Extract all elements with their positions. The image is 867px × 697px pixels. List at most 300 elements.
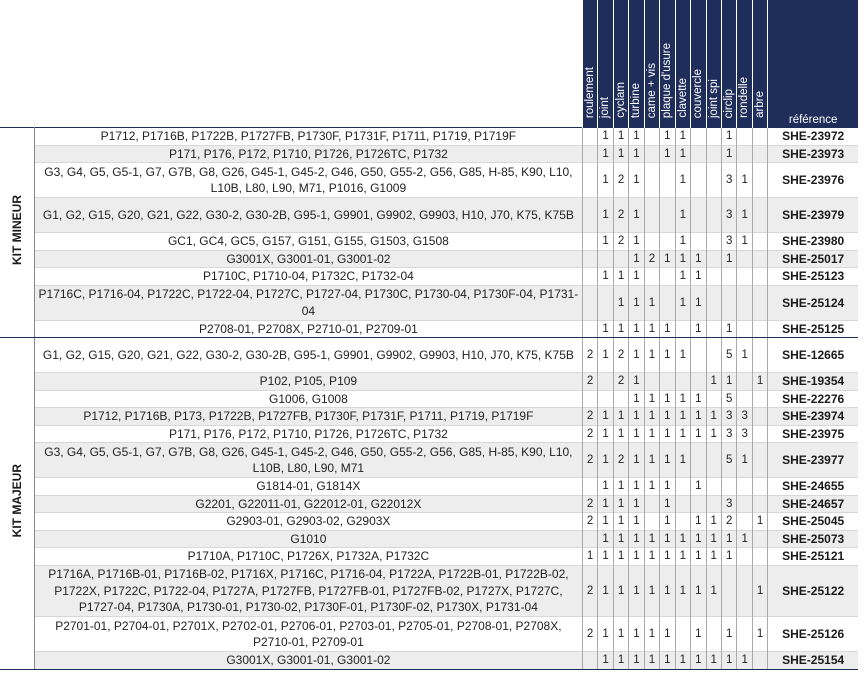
quantity-cell xyxy=(691,233,706,251)
column-header xyxy=(613,0,628,128)
quantity-cell xyxy=(582,268,597,286)
quantity-cell: 1 xyxy=(675,128,690,146)
quantity-cell: 1 xyxy=(598,198,613,233)
quantity-cell: 1 xyxy=(691,268,706,286)
quantity-cell: 1 xyxy=(737,530,752,548)
quantity-cell: 1 xyxy=(721,145,736,163)
quantity-cell xyxy=(752,320,767,338)
quantity-cell: 1 xyxy=(675,338,690,373)
quantity-cell xyxy=(660,198,675,233)
quantity-cell: 1 xyxy=(629,338,644,373)
quantity-cell xyxy=(706,617,721,652)
quantity-cell: 1 xyxy=(660,565,675,617)
quantity-cell: 1 xyxy=(675,198,690,233)
quantity-cell xyxy=(737,478,752,496)
column-header-label: clavette xyxy=(676,78,689,118)
reference-code: SHE-23977 xyxy=(768,443,858,478)
quantity-cell: 1 xyxy=(737,338,752,373)
quantity-cell: 1 xyxy=(629,443,644,478)
quantity-cell: 1 xyxy=(706,548,721,566)
quantity-cell xyxy=(752,285,767,320)
quantity-cell: 1 xyxy=(752,373,767,391)
quantity-cell xyxy=(598,390,613,408)
reference-code: SHE-23975 xyxy=(768,425,858,443)
table-row xyxy=(0,233,858,251)
compatible-models: G3001X, G3001-01, G3001-02 xyxy=(226,251,391,266)
quantity-cell: 1 xyxy=(691,250,706,268)
quantity-cell: 1 xyxy=(706,373,721,391)
table-row xyxy=(0,652,858,670)
quantity-cell xyxy=(737,548,752,566)
quantity-cell: 2 xyxy=(582,338,597,373)
quantity-cell xyxy=(737,617,752,652)
quantity-cell xyxy=(721,565,736,617)
quantity-cell: 1 xyxy=(660,338,675,373)
quantity-cell xyxy=(752,408,767,426)
table-row xyxy=(0,548,858,566)
quantity-cell xyxy=(691,338,706,373)
quantity-cell xyxy=(706,390,721,408)
reference-code: SHE-25122 xyxy=(768,565,858,617)
column-header-label: plaque d'usure xyxy=(661,42,674,118)
quantity-cell: 1 xyxy=(613,495,628,513)
quantity-cell: 1 xyxy=(706,513,721,531)
quantity-cell: 3 xyxy=(721,408,736,426)
quantity-cell: 1 xyxy=(644,617,659,652)
quantity-cell xyxy=(706,443,721,478)
quantity-cell: 1 xyxy=(629,198,644,233)
kit-group-label-text: KIT MAJEUR xyxy=(9,464,24,538)
quantity-cell xyxy=(691,443,706,478)
quantity-cell: 2 xyxy=(721,513,736,531)
reference-code: SHE-25154 xyxy=(768,652,858,670)
quantity-cell: 1 xyxy=(660,652,675,670)
compatible-models: G2903-01, G2903-02, G2903X xyxy=(226,514,391,528)
quantity-cell: 1 xyxy=(675,233,690,251)
compatible-models: P102, P105, P109 xyxy=(259,374,358,388)
quantity-cell: 1 xyxy=(691,548,706,566)
quantity-cell xyxy=(691,198,706,233)
quantity-cell: 1 xyxy=(706,652,721,670)
quantity-cell: 1 xyxy=(644,408,659,426)
quantity-cell: 1 xyxy=(706,530,721,548)
column-header xyxy=(644,0,659,128)
reference-code: SHE-24655 xyxy=(768,478,858,496)
quantity-cell: 1 xyxy=(629,548,644,566)
quantity-cell: 2 xyxy=(613,233,628,251)
reference-code: SHE-19354 xyxy=(768,373,858,391)
column-header-label: cyclam xyxy=(614,82,627,118)
quantity-cell: 1 xyxy=(598,163,613,198)
quantity-cell: 1 xyxy=(644,425,659,443)
quantity-cell: 1 xyxy=(598,548,613,566)
quantity-cell: 1 xyxy=(629,478,644,496)
quantity-cell xyxy=(691,163,706,198)
quantity-cell xyxy=(582,652,597,670)
table-row xyxy=(0,250,858,268)
quantity-cell: 1 xyxy=(675,548,690,566)
reference-code: SHE-25124 xyxy=(768,285,858,320)
quantity-cell: 1 xyxy=(675,565,690,617)
quantity-cell: 1 xyxy=(644,478,659,496)
quantity-cell: 1 xyxy=(629,250,644,268)
reference-code: SHE-23980 xyxy=(768,233,858,251)
quantity-cell: 1 xyxy=(629,408,644,426)
table-row xyxy=(0,495,858,513)
quantity-cell: 1 xyxy=(660,250,675,268)
quantity-cell xyxy=(752,198,767,233)
table-row xyxy=(0,425,858,443)
table-row xyxy=(0,163,858,198)
quantity-cell: 1 xyxy=(660,145,675,163)
quantity-cell xyxy=(582,320,597,338)
quantity-cell: 5 xyxy=(721,390,736,408)
compatible-models: G3, G4, G5, G5-1, G7, G7B, G8, G26, G45-1, G45-2, G46, G50, G55-2, G56, G85, H-85, K90, L10, L10B, L80, L90, M71, P1016, G1009 xyxy=(44,164,573,195)
column-header xyxy=(706,0,721,128)
quantity-cell: 1 xyxy=(613,513,628,531)
quantity-cell xyxy=(752,495,767,513)
quantity-cell: 3 xyxy=(737,408,752,426)
quantity-cell xyxy=(721,285,736,320)
table-row xyxy=(0,443,858,478)
table-row xyxy=(0,128,858,146)
column-header-label: rondelle xyxy=(738,77,751,118)
reference-code: SHE-23973 xyxy=(768,145,858,163)
quantity-cell: 1 xyxy=(598,513,613,531)
quantity-cell: 1 xyxy=(629,652,644,670)
reference-code: SHE-25123 xyxy=(768,268,858,286)
compatible-models: P1716C, P1716-04, P1722C, P1722-04, P1727C, P1727-04, P1730C, P1730-04, P1730F-04, P1731-04 xyxy=(38,287,579,318)
quantity-cell: 1 xyxy=(629,373,644,391)
quantity-cell xyxy=(706,338,721,373)
reference-code: SHE-23972 xyxy=(768,128,858,146)
compatible-models: G1006, G1008 xyxy=(269,391,348,406)
quantity-cell: 2 xyxy=(582,565,597,617)
quantity-cell: 1 xyxy=(598,425,613,443)
quantity-cell: 1 xyxy=(737,163,752,198)
quantity-cell: 3 xyxy=(721,198,736,233)
quantity-cell: 1 xyxy=(598,652,613,670)
quantity-cell: 1 xyxy=(675,163,690,198)
quantity-cell: 1 xyxy=(613,320,628,338)
quantity-cell: 1 xyxy=(737,443,752,478)
quantity-cell: 1 xyxy=(613,268,628,286)
quantity-cell: 1 xyxy=(675,408,690,426)
column-header xyxy=(721,0,736,128)
quantity-cell: 1 xyxy=(644,530,659,548)
reference-code: SHE-25073 xyxy=(768,530,858,548)
quantity-cell xyxy=(582,198,597,233)
column-header xyxy=(629,0,644,128)
column-header xyxy=(752,0,767,128)
table-row xyxy=(0,145,858,163)
quantity-cell: 3 xyxy=(721,163,736,198)
quantity-cell: 1 xyxy=(613,425,628,443)
quantity-cell: 1 xyxy=(629,530,644,548)
table-row xyxy=(0,320,858,338)
quantity-cell: 1 xyxy=(675,268,690,286)
quantity-cell: 1 xyxy=(660,390,675,408)
compatible-models: P2708-01, P2708X, P2710-01, P2709-01 xyxy=(34,320,582,338)
quantity-cell: 2 xyxy=(613,338,628,373)
quantity-cell xyxy=(644,495,659,513)
quantity-cell xyxy=(644,513,659,531)
quantity-cell xyxy=(582,233,597,251)
quantity-cell xyxy=(660,285,675,320)
quantity-cell xyxy=(675,320,690,338)
compatible-models: G1, G2, G15, G20, G21, G22, G30-2, G30-2B, G95-1, G9901, G9902, G9903, H10, J70, K75, K75B xyxy=(42,207,574,222)
quantity-cell xyxy=(706,145,721,163)
quantity-cell: 1 xyxy=(691,320,706,338)
quantity-cell xyxy=(706,285,721,320)
quantity-cell: 3 xyxy=(721,233,736,251)
quantity-cell: 1 xyxy=(644,338,659,373)
quantity-cell: 1 xyxy=(613,478,628,496)
quantity-cell: 1 xyxy=(644,285,659,320)
quantity-cell: 3 xyxy=(721,425,736,443)
reference-header: référence xyxy=(768,0,858,128)
quantity-cell xyxy=(737,565,752,617)
quantity-cell: 1 xyxy=(644,320,659,338)
kit-group-label xyxy=(0,338,34,670)
quantity-cell: 1 xyxy=(691,408,706,426)
reference-code: SHE-25126 xyxy=(768,617,858,652)
quantity-cell: 1 xyxy=(721,652,736,670)
table-row xyxy=(0,268,858,286)
quantity-cell: 1 xyxy=(660,530,675,548)
column-header xyxy=(675,0,690,128)
quantity-cell: 1 xyxy=(721,617,736,652)
quantity-cell xyxy=(752,163,767,198)
quantity-cell: 5 xyxy=(721,443,736,478)
quantity-cell: 1 xyxy=(660,425,675,443)
quantity-cell: 1 xyxy=(598,320,613,338)
quantity-cell: 1 xyxy=(691,425,706,443)
quantity-cell: 2 xyxy=(582,495,597,513)
quantity-cell xyxy=(582,285,597,320)
quantity-cell: 2 xyxy=(582,443,597,478)
quantity-cell xyxy=(675,513,690,531)
column-header-label: joint spi xyxy=(707,79,720,118)
quantity-cell xyxy=(660,268,675,286)
column-header xyxy=(660,0,675,128)
quantity-cell: 1 xyxy=(691,390,706,408)
kit-group-label-text: KIT MINEUR xyxy=(9,195,24,265)
column-header-label: joint xyxy=(599,96,612,118)
quantity-cell xyxy=(721,268,736,286)
quantity-cell xyxy=(721,478,736,496)
quantity-cell: 1 xyxy=(644,443,659,478)
quantity-cell: 1 xyxy=(598,617,613,652)
table-row xyxy=(0,530,858,548)
quantity-cell xyxy=(660,233,675,251)
compatible-models: P1712, P1716B, P1722B, P1727FB, P1730F, P1731F, P1711, P1719, P1719F xyxy=(34,128,582,146)
quantity-cell xyxy=(752,268,767,286)
quantity-cell xyxy=(706,163,721,198)
quantity-cell: 1 xyxy=(613,408,628,426)
quantity-cell: 2 xyxy=(613,163,628,198)
quantity-cell: 2 xyxy=(582,513,597,531)
quantity-cell xyxy=(737,513,752,531)
quantity-cell xyxy=(752,443,767,478)
table-row xyxy=(0,478,858,496)
reference-code: SHE-22276 xyxy=(768,390,858,408)
quantity-cell: 2 xyxy=(613,373,628,391)
quantity-cell: 1 xyxy=(675,145,690,163)
quantity-cell xyxy=(675,617,690,652)
quantity-cell xyxy=(582,145,597,163)
quantity-cell xyxy=(691,373,706,391)
quantity-cell xyxy=(752,652,767,670)
quantity-cell xyxy=(706,478,721,496)
compatible-models: G1, G2, G15, G20, G21, G22, G30-2, G30-2B, G95-1, G9901, G9902, G9903, H10, J70, K75, K75B xyxy=(34,338,582,373)
quantity-cell: 1 xyxy=(706,408,721,426)
quantity-cell: 1 xyxy=(613,617,628,652)
quantity-cell: 2 xyxy=(613,443,628,478)
quantity-cell: 1 xyxy=(737,233,752,251)
quantity-cell xyxy=(737,250,752,268)
quantity-cell: 1 xyxy=(613,565,628,617)
quantity-cell xyxy=(582,128,597,146)
quantity-cell xyxy=(752,530,767,548)
quantity-cell xyxy=(644,268,659,286)
quantity-cell: 1 xyxy=(660,408,675,426)
quantity-cell: 1 xyxy=(629,495,644,513)
quantity-cell: 1 xyxy=(706,425,721,443)
quantity-cell: 1 xyxy=(737,198,752,233)
quantity-cell: 2 xyxy=(582,425,597,443)
quantity-cell xyxy=(706,198,721,233)
quantity-cell xyxy=(644,128,659,146)
quantity-cell: 2 xyxy=(582,617,597,652)
compatible-models: P1712, P1716B, P173, P1722B, P1727FB, P1730F, P1731F, P1711, P1719, P1719F xyxy=(83,409,534,423)
quantity-cell xyxy=(752,548,767,566)
quantity-cell: 1 xyxy=(675,530,690,548)
quantity-cell xyxy=(752,128,767,146)
quantity-cell: 1 xyxy=(644,390,659,408)
quantity-cell: 1 xyxy=(691,652,706,670)
quantity-cell: 1 xyxy=(598,233,613,251)
column-header-label: arbre xyxy=(753,91,766,118)
table-row xyxy=(0,338,858,373)
header-spacer xyxy=(0,0,582,128)
quantity-cell xyxy=(737,145,752,163)
quantity-cell xyxy=(582,478,597,496)
quantity-cell: 1 xyxy=(629,320,644,338)
quantity-cell: 1 xyxy=(598,408,613,426)
quantity-cell: 1 xyxy=(737,652,752,670)
quantity-cell xyxy=(644,198,659,233)
compatible-models: P171, P176, P172, P1710, P1726, P1726TC, P1732 xyxy=(168,426,448,441)
table-row xyxy=(0,285,858,320)
quantity-cell: 1 xyxy=(629,163,644,198)
quantity-cell: 1 xyxy=(675,390,690,408)
reference-code: SHE-23976 xyxy=(768,163,858,198)
quantity-cell xyxy=(582,530,597,548)
quantity-cell xyxy=(660,163,675,198)
quantity-cell: 1 xyxy=(629,285,644,320)
compatible-models: P1710A, P1710C, P1726X, P1732A, P1732C xyxy=(187,549,430,563)
quantity-cell: 1 xyxy=(644,652,659,670)
quantity-cell xyxy=(737,373,752,391)
reference-code: SHE-25045 xyxy=(768,513,858,531)
quantity-cell: 1 xyxy=(613,128,628,146)
quantity-cell: 1 xyxy=(675,250,690,268)
quantity-cell xyxy=(737,128,752,146)
reference-code: SHE-25017 xyxy=(768,250,858,268)
quantity-cell xyxy=(752,233,767,251)
quantity-cell: 1 xyxy=(613,548,628,566)
quantity-cell: 1 xyxy=(752,513,767,531)
quantity-cell: 2 xyxy=(582,408,597,426)
reference-code: SHE-25121 xyxy=(768,548,858,566)
quantity-cell: 1 xyxy=(721,530,736,548)
quantity-cell: 1 xyxy=(598,478,613,496)
quantity-cell xyxy=(752,250,767,268)
quantity-cell: 2 xyxy=(582,373,597,391)
quantity-cell: 1 xyxy=(691,617,706,652)
quantity-cell xyxy=(706,495,721,513)
quantity-cell xyxy=(598,373,613,391)
quantity-cell: 1 xyxy=(629,565,644,617)
quantity-cell: 1 xyxy=(691,565,706,617)
quantity-cell xyxy=(613,250,628,268)
quantity-cell: 1 xyxy=(721,250,736,268)
reference-code: SHE-24657 xyxy=(768,495,858,513)
quantity-cell xyxy=(582,390,597,408)
quantity-cell: 1 xyxy=(752,565,767,617)
quantity-cell xyxy=(644,373,659,391)
quantity-cell: 1 xyxy=(660,478,675,496)
quantity-cell: 1 xyxy=(582,548,597,566)
quantity-cell: 1 xyxy=(675,443,690,478)
compatible-models: P2701-01, P2704-01, P2701X, P2702-01, P2706-01, P2703-01, P2705-01, P2708-01, P2708X, P2710-01, P2709-01 xyxy=(55,618,562,649)
quantity-cell: 1 xyxy=(629,390,644,408)
compatible-models: G3001X, G3001-01, G3001-02 xyxy=(34,652,582,670)
column-header-label: couvercle xyxy=(692,68,705,118)
quantity-cell: 1 xyxy=(660,513,675,531)
quantity-cell xyxy=(752,425,767,443)
quantity-cell xyxy=(613,390,628,408)
quantity-cell: 1 xyxy=(660,443,675,478)
quantity-cell xyxy=(737,390,752,408)
quantity-cell: 1 xyxy=(675,285,690,320)
quantity-cell: 1 xyxy=(598,530,613,548)
column-header-label: turbine xyxy=(630,82,643,118)
quantity-cell: 1 xyxy=(613,652,628,670)
quantity-cell: 1 xyxy=(675,425,690,443)
column-header xyxy=(582,0,597,128)
quantity-cell xyxy=(644,145,659,163)
quantity-cell: 1 xyxy=(629,233,644,251)
table-row xyxy=(0,617,858,652)
quantity-cell: 1 xyxy=(752,617,767,652)
quantity-cell: 1 xyxy=(721,320,736,338)
compatible-models: G2201, G22011-01, G22012-01, G22012X xyxy=(195,496,422,511)
table-row xyxy=(0,565,858,617)
quantity-cell: 3 xyxy=(737,425,752,443)
column-header-label: roulement xyxy=(583,66,596,118)
quantity-cell: 1 xyxy=(629,145,644,163)
quantity-cell: 1 xyxy=(691,478,706,496)
quantity-cell xyxy=(675,478,690,496)
column-header xyxy=(691,0,706,128)
column-header xyxy=(737,0,752,128)
header-row xyxy=(0,0,858,128)
quantity-cell xyxy=(691,495,706,513)
quantity-cell: 1 xyxy=(613,530,628,548)
quantity-cell xyxy=(675,373,690,391)
